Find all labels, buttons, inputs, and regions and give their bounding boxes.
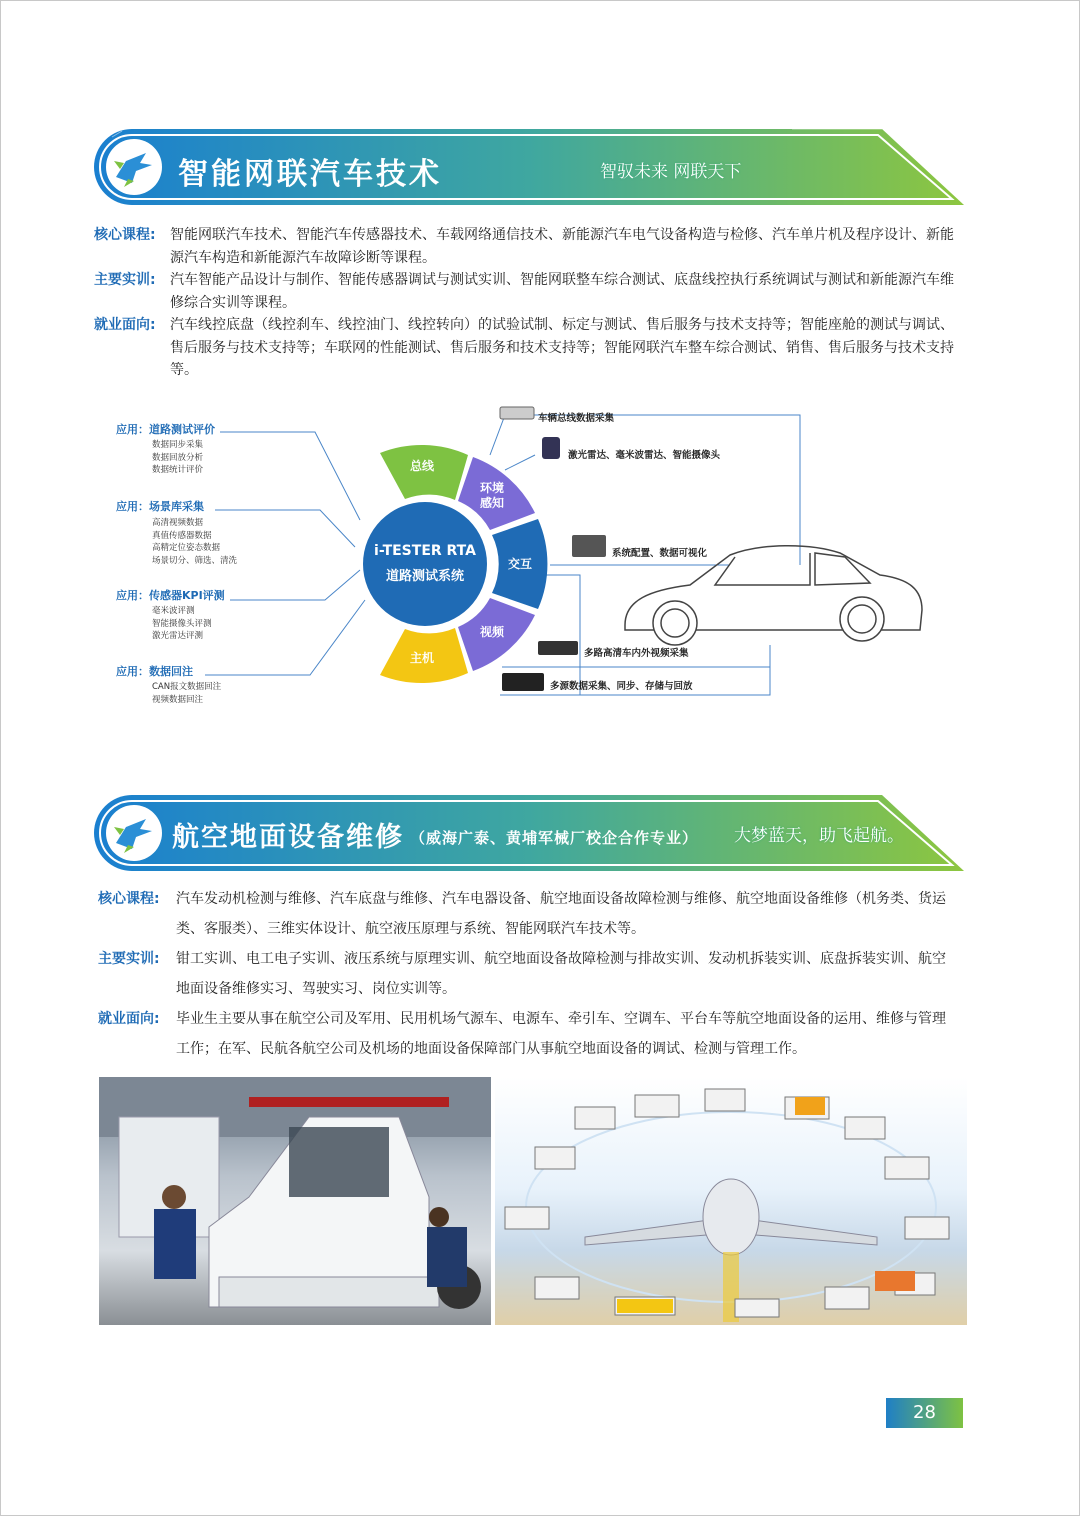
segment-env-line1: 环境 [480,481,505,495]
segment-bus: 总线 [410,459,435,473]
app-item-text: 高清视频数据 [152,518,204,528]
section1-banner [92,127,972,207]
info-label: 核心课程: [98,891,160,907]
info-text: 智能网联汽车技术、智能汽车传感器技术、车载网络通信技术、新能源汽车电气设备构造与检修、汽车单片机及程序设计、新能源汽车构造和新能源汽车故障诊断等课程。 [170,227,954,266]
info-text: 汽车智能产品设计与制作、智能传感器调试与测试实训、智能网联整车综合测试、底盘线控执行系统调试与测试和新能源汽车维修综合实训等课程。 [170,272,954,311]
info-row-training [94,269,954,314]
section2-banner [92,793,972,873]
app-item-text: 数据统计评价 [152,465,204,475]
app-item-text: 毫米波评测 [152,606,195,616]
rta-system-diagram [110,395,940,715]
app-item [152,681,221,706]
section2-subtitle: （威海广泰、黄埔军械厂校企合作专业） [410,829,699,847]
page-number: 28 [886,1398,963,1428]
info-row-core-courses [94,224,954,269]
info-row-training [98,944,950,1004]
info-text: 毕业生主要从事在航空公司及军用、民用机场气源车、电源车、牵引车、空调车、平台车等航空地面设备的运用、维修与管理工作；在军、民航各航空公司及机场的地面设备保障部门从事航空地面设备的调试、检测与管理工作。 [176,1011,946,1057]
app-title-road-test: 应用：道路测试评价 [116,423,215,436]
info-label: 主要实训: [98,951,160,967]
info-text: 汽车线控底盘（线控刹车、线控油门、线控转向）的试验试制、标定与测试、售后服务与技术支持等；智能座舱的测试与调试、售后服务与技术支持等；车联网的性能测试、售后服务和技术支持等；智能网联汽车整车综合测试、销售、售后服务与技术支持等。 [170,317,954,378]
app-title-data-injection: 应用：数据回注 [116,665,193,678]
device-label: 多路高清车内外视频采集 [584,648,689,659]
segment-env [480,481,504,511]
info-row-employment [94,314,954,382]
segment-host: 主机 [410,651,435,665]
plane-logo-icon [106,139,162,195]
center-subtitle: 道路测试系统 [385,569,464,584]
app-item-text: 激光雷达评测 [152,631,204,641]
info-text: 钳工实训、电工电子实训、液压系统与原理实训、航空地面设备故障检测与排故实训、发动机拆装实训、底盘拆装实训、航空地面设备维修实习、驾驶实习、岗位实训等。 [176,951,946,997]
app-item-text: CAN报文数据回注 [152,682,222,692]
app-item-text: 数据回放分析 [152,452,204,463]
app-item-text: 高精定位姿态数据 [152,543,221,553]
app-title-sensor-kpi: 应用：传感器KPI评测 [116,589,225,602]
device-label: 多源数据采集、同步、存储与回放 [550,681,693,692]
info-label: 就业面向: [98,1011,160,1027]
device-label: 系统配置、数据可视化 [612,548,708,559]
app-item-text: 视频数据回注 [152,694,204,705]
info-row-core-courses [98,884,950,944]
info-text: 汽车发动机检测与维修、汽车底盘与维修、汽车电器设备、航空地面设备故障检测与维修、航空地面设备维修（机务类、货运类、客服类）、三维实体设计、航空液压原理与系统、智能网联汽车技术等。 [176,891,946,937]
info-label: 就业面向: [94,317,156,333]
info-label: 主要实训: [94,272,156,288]
info-row-employment [98,1004,950,1064]
app-item-text: 数据同步采集 [152,440,204,450]
plane-logo-icon [106,805,162,861]
app-item [152,605,212,643]
app-item [152,439,203,477]
center-title: i-TESTER RTA [374,543,476,559]
segment-video: 视频 [480,625,505,639]
app-title-scene-library: 应用：场景库采集 [116,500,204,513]
section1-title: 智能网联汽车技术 [178,157,442,192]
app-item-text: 真值传感器数据 [152,530,212,541]
device-label: 车辆总线数据采集 [538,413,615,424]
section2-info [98,884,950,1064]
ground-equipment-photo [495,1077,967,1325]
section1-info [94,224,954,382]
section2-slogan: 大梦蓝天，助飞起航。 [734,826,904,846]
segment-interact: 交互 [508,557,533,571]
app-item [152,517,237,567]
section1-slogan: 智驭未来 网联天下 [600,162,742,182]
segment-env-line2: 感知 [480,496,505,510]
info-label: 核心课程: [94,227,156,243]
app-item-text: 场景切分、筛选、清洗 [152,555,238,566]
app-item-text: 智能摄像头评测 [152,618,212,629]
device-label: 激光雷达、毫米波雷达、智能摄像头 [568,450,721,461]
workshop-photo [99,1077,491,1325]
section2-title: 航空地面设备维修 [172,822,404,853]
